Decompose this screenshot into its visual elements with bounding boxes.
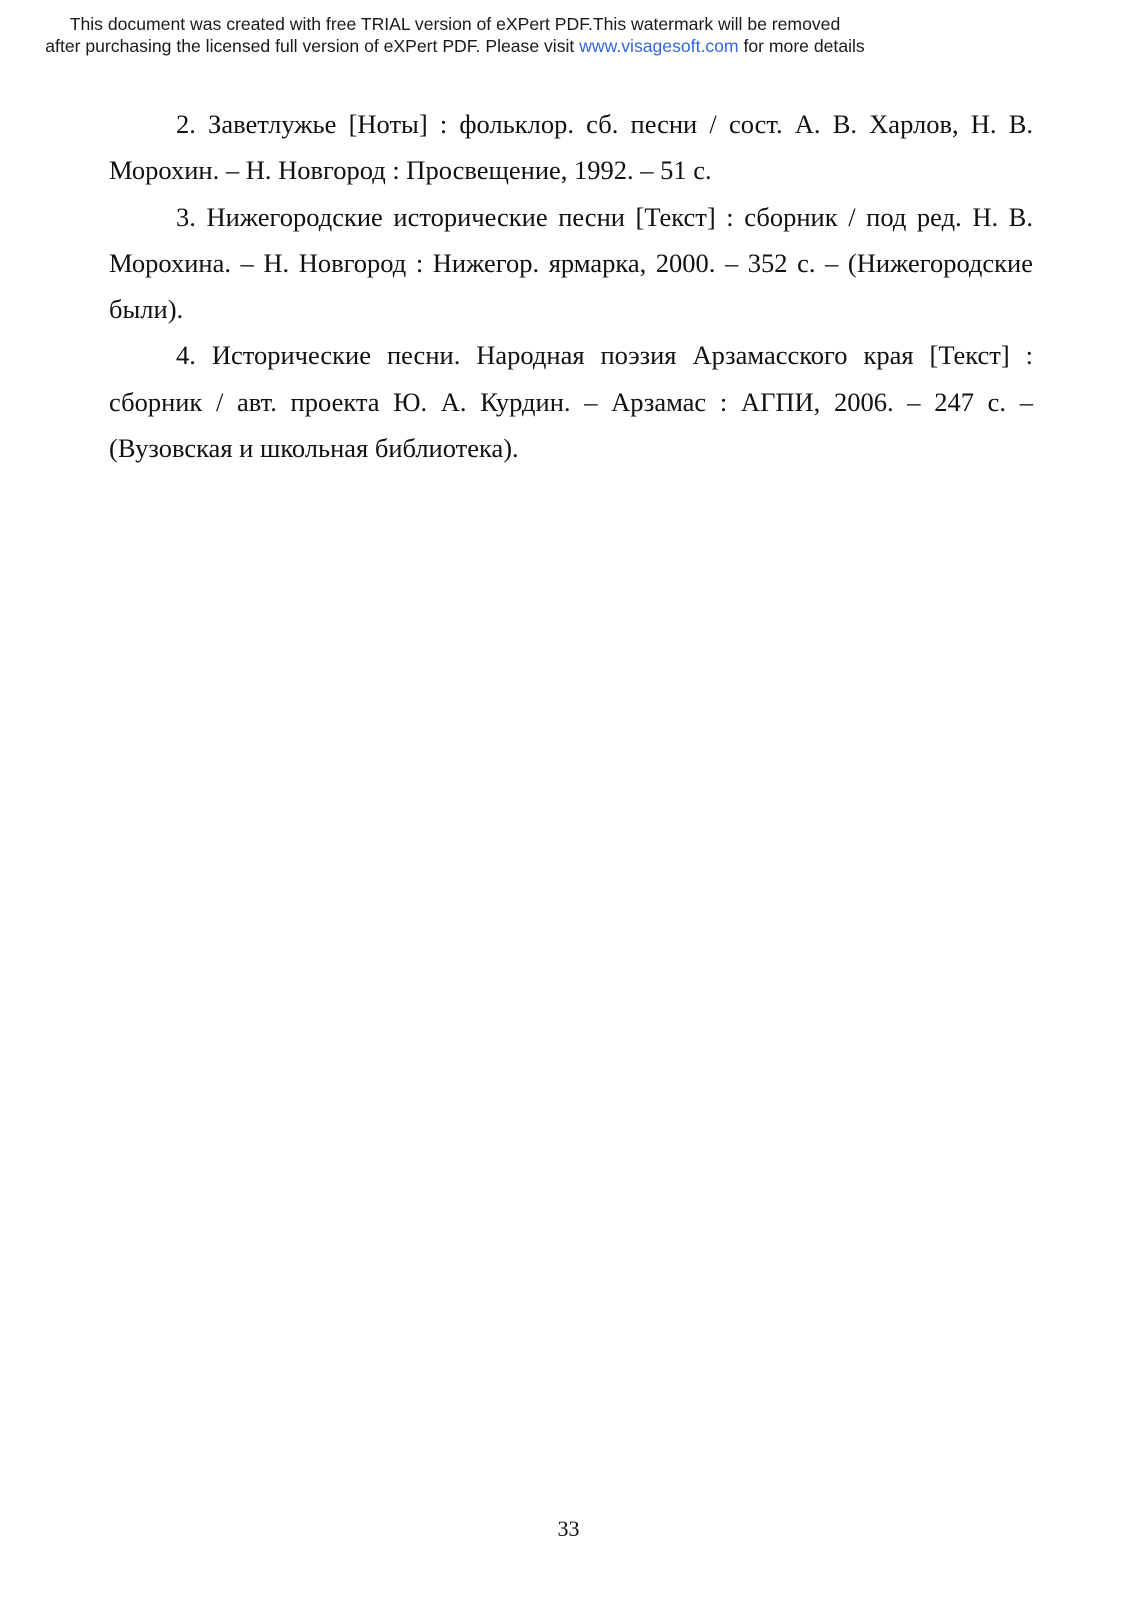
reference-item-2: 2. Заветлужье [Ноты] : фольклор. сб. песни / сост. А. В. Харлов, Н. В. Морохин. – Н. Новгород : Просвещение, 1992. – 51 с. xyxy=(109,109,1033,186)
watermark-line-2 xyxy=(0,35,910,57)
reference-item-4: 4. Исторические песни. Народная поэзия Арзамасского края [Текст] : сборник / авт. проекта Ю. А. Курдин. – Арзамас : АГПИ, 2006. – 247 с. – (Вузовская и школьная библиотека). xyxy=(109,340,1033,464)
trial-watermark xyxy=(0,13,910,57)
page-number: 33 xyxy=(557,1516,580,1541)
watermark-line-2-start: after purchasing the licensed full version of eXPert PDF. Please visit xyxy=(45,36,580,56)
watermark-line-1: This document was created with free TRIAL version of eXPert PDF.This watermark will be removed xyxy=(69,14,841,34)
watermark-line-2-end: for more details xyxy=(738,36,865,56)
reference-item-3: 3. Нижегородские исторические песни [Текст] : сборник / под ред. Н. В. Морохина. – Н. Новгород : Нижегор. ярмарка, 2000. – 352 с. – (Нижегородские были). xyxy=(109,201,1033,325)
bibliography-list xyxy=(109,101,1033,471)
visagesoft-link[interactable]: www.visagesoft.com xyxy=(579,36,739,56)
